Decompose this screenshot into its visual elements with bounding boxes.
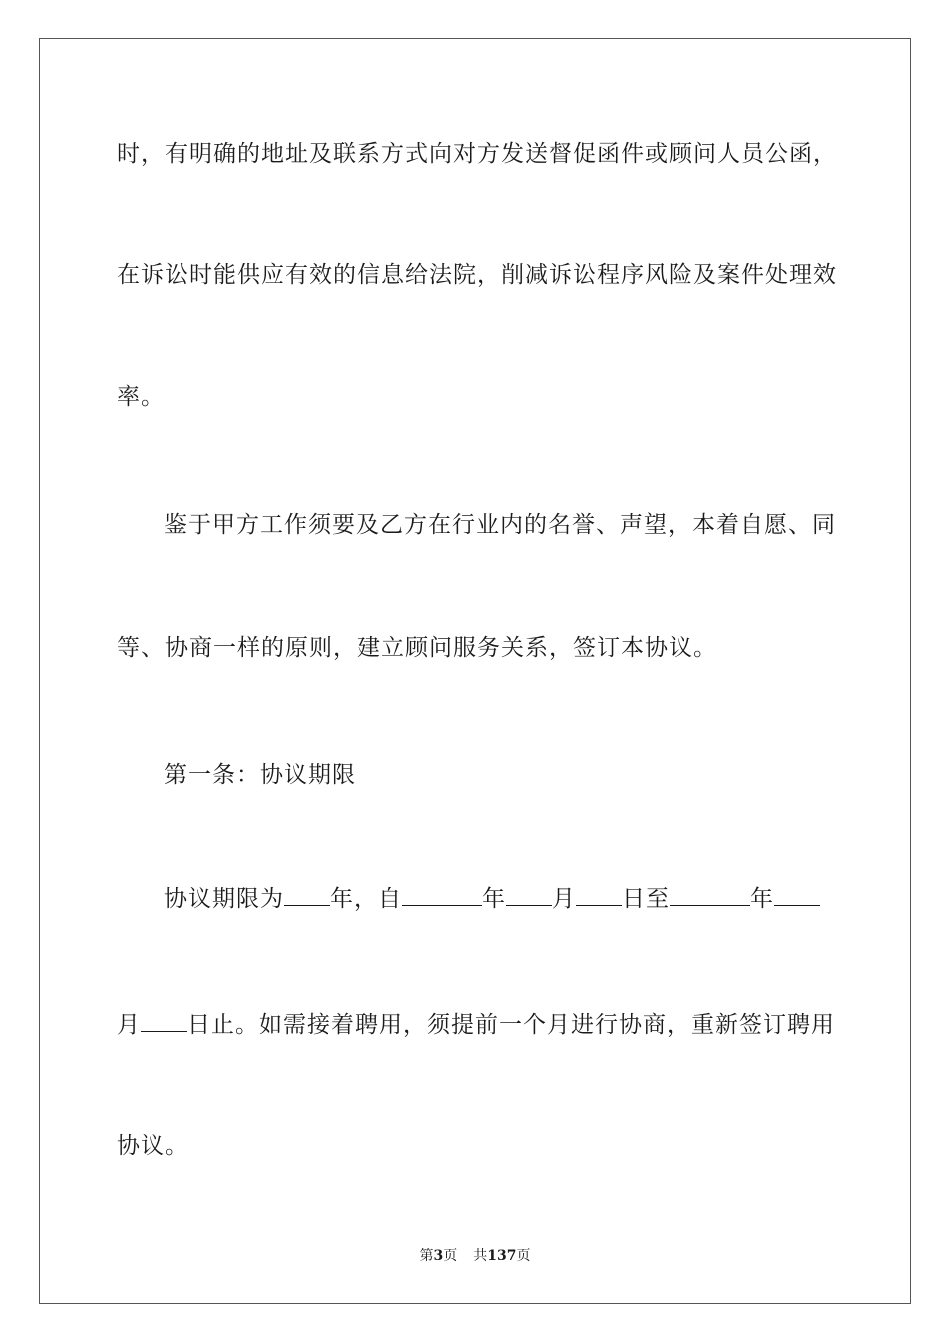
article1-heading: 第一条：协议期限 [164,762,356,788]
paragraph3-line3: 协议。 [117,1133,189,1159]
footer-page-number: 3 [433,1248,444,1264]
footer-page-prefix: 第 [419,1248,434,1264]
blank-end-month[interactable] [774,883,820,906]
footer-total-pages: 137 [487,1248,517,1264]
paragraph1-line3: 率。 [117,384,165,410]
text-day-to: 日至 [622,886,670,912]
text-month: 月 [552,886,576,912]
paragraph1-line1: 时，有明确的地址及联系方式向对方发送督促函件或顾问人员公函， [117,141,837,167]
footer-total-suffix: 页 [516,1248,531,1264]
blank-start-month[interactable] [506,883,552,906]
text-month-end: 月 [117,1012,141,1038]
text-renewal-terms: 日止。如需接着聘用，须提前一个月进行协商，重新签订聘用 [187,1012,835,1038]
page-footer [0,1245,950,1265]
paragraph1-line2: 在诉讼时能供应有效的信息给法院，削减诉讼程序风险及案件处理效 [117,262,837,288]
paragraph2-line2: 等、协商一样的原则，建立顾问服务关系，签订本协议。 [117,635,717,661]
blank-term-years[interactable] [284,883,330,906]
paragraph2-line1: 鉴于甲方工作须要及乙方在行业内的名誉、声望，本着自愿、同 [164,512,836,538]
text-year-from: 年，自 [330,886,402,912]
footer-page-suffix: 页 [443,1248,458,1264]
text-year-end: 年 [750,886,774,912]
paragraph3-line2 [117,1009,833,1040]
blank-start-day[interactable] [576,883,622,906]
text-year: 年 [482,886,506,912]
blank-end-day[interactable] [141,1009,187,1032]
text-term-label: 协议期限为 [164,886,284,912]
page-border [39,38,911,1304]
blank-end-year[interactable] [670,883,750,906]
blank-start-year[interactable] [402,883,482,906]
paragraph3-line1 [164,883,833,914]
footer-total-prefix: 共 [473,1248,488,1264]
